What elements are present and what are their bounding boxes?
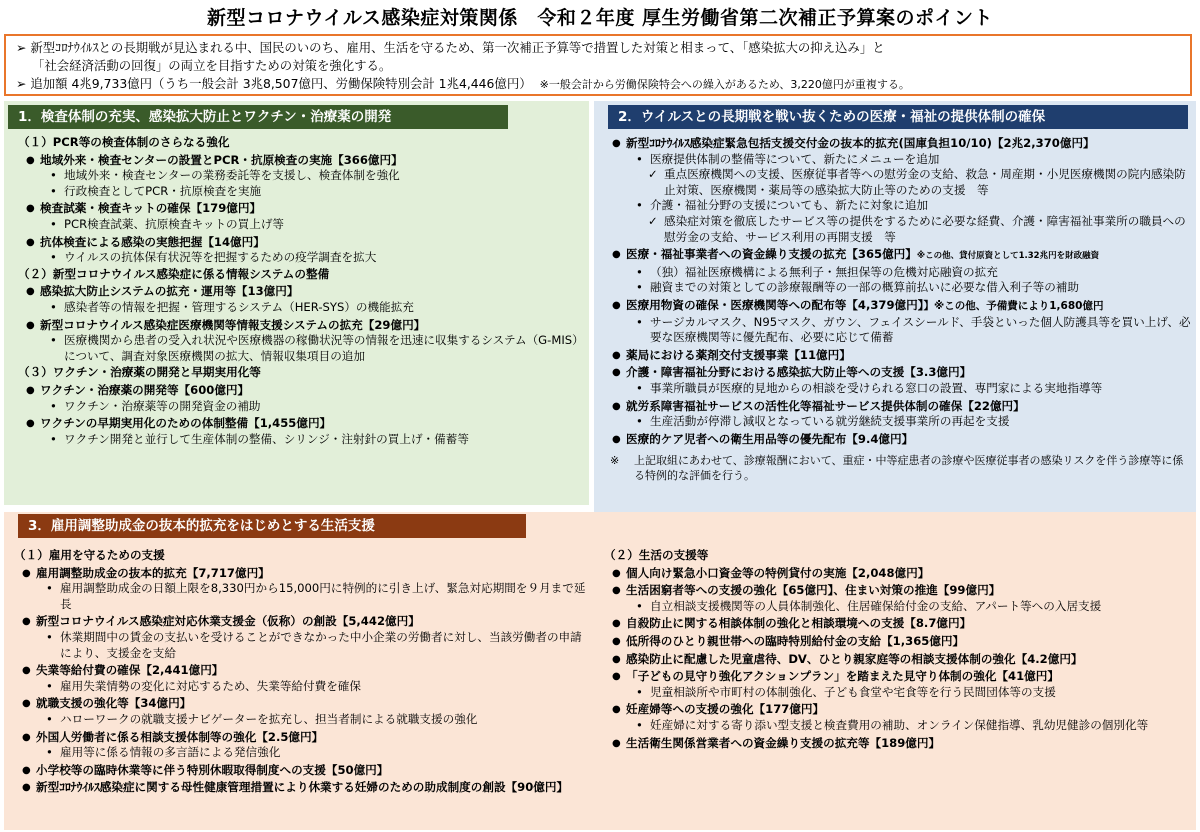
budget-item: ● 生活困窮者等への支援の強化【65億円】、住まい対策の推進【99億円】 [604,583,1192,599]
arrow-icon: ➢ [16,76,27,91]
budget-item: ● 医療的ケア児者への衛生用品等の優先配布【9.4億円】 [604,432,1192,448]
item-detail: • 感染者等の情報を把握・管理するシステム（HER-SYS）の機能拡充 [18,300,584,316]
item-detail: • 融資までの対策としての診療報酬等の一部の概算前払いに必要な借入利子等の補助 [604,280,1192,296]
item-detail: • ウイルスの抗体保有状況等を把握するための疫学調査を拡大 [18,250,584,266]
item-detail: • 雇用失業情勢の変化に対応するため、失業等給付費を確保 [14,679,592,695]
item-detail: • 雇用等に係る情報の多言語による発信強化 [14,745,592,761]
section-testing [4,101,589,505]
budget-item: ● 失業等給付費の確保【2,441億円】 [14,663,592,679]
budget-item: ● 感染拡大防止システムの拡充・運用等【13億円】 [18,284,584,300]
item-detail: • 事業所職員が医療的見地からの相談を受けられる窓口の設置、専門家による実地指導等 [604,381,1192,397]
budget-item: ● 新型コロナウイルス感染症対応休業支援金（仮称）の創設【5,442億円】 [14,614,592,630]
item-detail: • PCR検査試薬、抗原検査キットの買上げ等 [18,217,584,233]
subsection-title: （２）生活の支援等 [604,548,709,562]
budget-item: ● 生活衛生関係営業者への資金繰り支援の拡充等【189億円】 [604,736,1192,752]
intro-line-2: 「社会経済活動の回復」の両立を目指すための対策を強化する。 [32,58,392,73]
budget-item: ● 個人向け緊急小口資金等の特例貸付の実施【2,048億円】 [604,566,1192,582]
budget-item: ● 自殺防止に関する相談体制の強化と相談環境への支援【8.7億円】 [604,616,1192,632]
item-detail: • （独）福祉医療機構による無利子・無担保等の危機対応融資の拡充 [604,265,1192,281]
item-detail: • 生産活動が停滞し減収となっている就労継続支援事業所の再起を支援 [604,414,1192,430]
budget-item: ● 低所得のひとり親世帯への臨時特別給付金の支給【1,365億円】 [604,634,1192,650]
budget-item: ● 地域外来・検査センターの設置とPCR・抗原検査の実施【366億円】 [18,153,584,169]
section-heading: 1．検査体制の充実、感染拡大防止とワクチン・治療薬の開発 [8,105,508,129]
section-heading: 3．雇用調整助成金の抜本的拡充をはじめとする生活支援 [18,514,526,538]
item-detail: • 医療提供体制の整備等について、新たにメニューを追加 [604,152,1192,168]
item-detail: • 自立相談支援機関等の人員体制強化、住居確保給付金の支給、アパート等への入居支援 [604,599,1192,615]
budget-item: ● 妊産婦等への支援の強化【177億円】 [604,702,1192,718]
section-medical [594,101,1196,515]
intro-box [4,34,1192,96]
section-column-living [604,547,1192,751]
budget-item: ● 感染防止に配慮した児童虐待、DV、ひとり親家庭等の相談支援体制の強化【4.2億円】 [604,652,1192,668]
budget-item [604,247,1192,265]
subsection-title: （３）ワクチン・治療薬の開発と早期実用化等 [18,365,261,380]
intro-line-1: 新型ｺﾛﾅｳｲﾙｽとの長期戦が見込まれる中、国民のいのち、雇用、生活を守るため、第一次補正予算等で措置した対策と相まって、「感染拡大の抑え込み」と [30,40,885,55]
budget-item-label: 医療用物資の確保・医療機関等への配布等【4,379億円】 [626,297,924,312]
item-check-detail: ✓ 感染症対策を徹底したサービス等の提供をするために必要な経費、介護・障害福祉事業所の職員への慰労金の支給、サービス利用の再開支援 等 [604,214,1192,245]
section-body [18,134,584,447]
budget-item: ● 抗体検査による感染の実態把握【14億円】 [18,235,584,251]
section-column-employment [14,547,592,796]
section-body [604,134,1192,483]
item-detail: • ワクチン・治療薬等の開発資金の補助 [18,399,584,415]
section-heading: 2．ウイルスとの長期戦を戦い抜くための医療・福祉の提供体制の確保 [608,105,1188,129]
item-note: 】※この他、予備費により1,680億円 [923,299,1104,312]
budget-item [604,298,1192,315]
budget-item: ● 「子どもの見守り強化アクションプラン」を踏まえた見守り体制の強化【41億円】 [604,669,1192,685]
budget-item: ● 雇用調整助成金の抜本的拡充【7,717億円】 [14,566,592,582]
item-check-detail: ✓ 重点医療機関への支援、医療従事者等への慰労金の支給、救急・周産期・小児医療機関の院内感染防止対策、医療機関・薬局等の感染拡大防止等のための支援 等 [604,167,1192,198]
section-note: ※ 上記取組にあわせて、診療報酬において、重症・中等症患者の診療や医療従事者の感染リスクを伴う診療等に係る特例的な評価を行う。 [604,453,1192,483]
subsection-title: （１）PCR等の検査体制のさらなる強化 [18,135,230,149]
budget-item: ● 検査試薬・検査キットの確保【179億円】 [18,201,584,217]
page-title: 新型コロナウイルス感染症対策関係 令和２年度 厚生労働省第二次補正予算案のポイント [207,7,993,29]
item-detail: • 児童相談所や市町村の体制強化、子ども食堂や宅食等を行う民間団体等の支援 [604,685,1192,701]
budget-item: ● 外国人労働者に係る相談支援体制等の強化【2.5億円】 [14,730,592,746]
budget-item-label: 医療・福祉事業者への資金繰り支援の拡充【365億円】 [626,247,917,262]
budget-item: ● 新型ｺﾛﾅｳｲﾙｽ感染症に関する母性健康管理措置により休業する妊婦のための助成制度の創設【90億円】 [14,780,676,796]
subsection-title: （１）雇用を守るための支援 [14,548,165,562]
item-detail: • 妊産婦に対する寄り添い型支援と検査費用の補助、オンライン保健指導、乳幼児健診の個別化等 [604,718,1192,734]
item-detail: • サージカルマスク、N95マスク、ガウン、フェイスシールド、手袋といった個人防護具等を買い上げ、必要な医療機関等に優先配布、必要に応じて備蓄 [604,315,1192,346]
item-detail: • ハローワークの就職支援ナビゲーターを拡充し、担当者制による就職支援の強化 [14,712,592,728]
budget-item: ● 小学校等の臨時休業等に伴う特別休暇取得制度への支援【50億円】 [14,763,592,779]
item-detail: • 行政検査としてPCR・抗原検査を実施 [18,184,584,200]
intro-note: ※一般会計から労働保険特会への繰入があるため、3,220億円が重複する。 [539,78,910,91]
budget-item: ● ワクチン・治療薬の開発等【600億円】 [18,383,584,399]
budget-item: ● 介護・障害福祉分野における感染拡大防止等への支援【3.3億円】 [604,365,1192,381]
budget-item: ● 新型ｺﾛﾅｳｲﾙｽ感染症緊急包括支援交付金の抜本的拡充(国庫負担10/10)【2兆2,370億円】 [604,136,1192,152]
budget-item: ● 薬局における薬剤交付支援事業【11億円】 [604,348,1192,364]
budget-item: ● 就職支援の強化等【34億円】 [14,696,592,712]
item-note: ※この他、貸付原資として1.32兆円を財政融資 [916,251,1100,262]
subsection-title: （２）新型コロナウイルス感染症に係る情報システムの整備 [18,266,330,281]
item-detail: • 地域外来・検査センターの業務委託等を支援し、検査体制を強化 [18,168,584,184]
item-detail: • 医療機関から患者の受入れ状況や医療機器の稼働状況等の情報を迅速に収集するシステム（G-MIS）について、調査対象医療機関の拡大、情報収集項目の追加 [18,333,584,364]
item-detail: • ワクチン開発と並行して生産体制の整備、シリンジ・注射針の買上げ・備蓄等 [18,432,584,448]
item-detail: • 雇用調整助成金の日額上限を8,330円から15,000円に特例的に引き上げ、緊急対応期間を９月まで延長 [14,581,592,612]
budget-item: ● 新型コロナウイルス感染症医療機関等情報支援システムの拡充【29億円】 [18,318,584,334]
budget-item: ● 就労系障害福祉サービスの活性化等福祉サービス提供体制の確保【22億円】 [604,399,1192,415]
section-livelihood [4,512,1196,830]
intro-line-3: 追加額 4兆9,733億円（うち一般会計 3兆8,507億円、労働保険特別会計 1兆4,446億円） [30,76,532,91]
item-detail: • 休業期間中の賃金の支払いを受けることができなかった中小企業の労働者に対し、当該労働者の申請により、支援金を支給 [14,630,592,661]
arrow-icon: ➢ [16,40,27,55]
item-detail: • 介護・福祉分野の支援についても、新たに対象に追加 [604,198,1192,214]
budget-item: ● ワクチンの早期実用化のための体制整備【1,455億円】 [18,416,584,432]
